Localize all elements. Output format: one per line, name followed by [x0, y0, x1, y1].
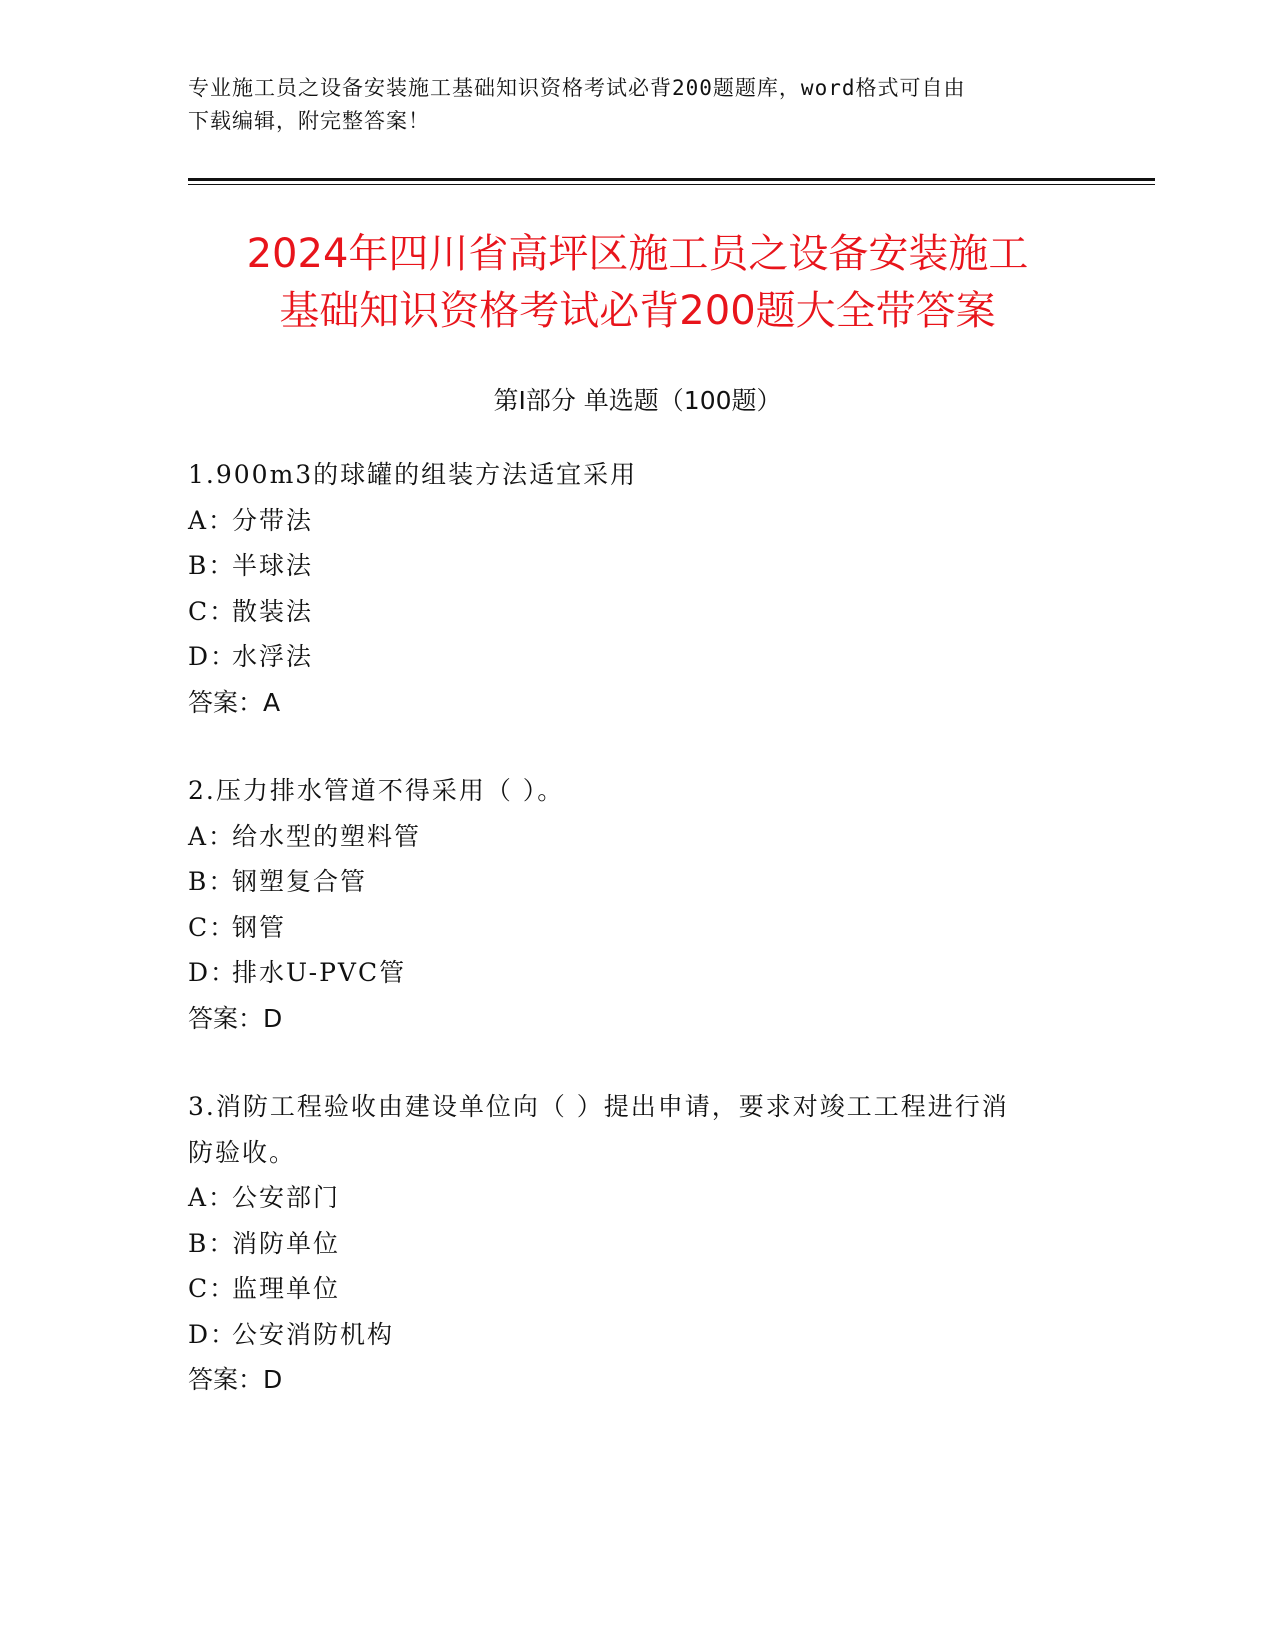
option-key: C： [188, 596, 237, 626]
option-key: C： [188, 1274, 237, 1303]
option-key: C： [188, 912, 237, 942]
question-2 [188, 768, 1088, 1041]
option-text: 半球法 [232, 551, 314, 580]
header-note-line-1: 专业施工员之设备安装施工基础知识资格考试必背200题题库，word格式可自由 [188, 76, 966, 100]
answer-label: 答案：D [188, 1365, 283, 1394]
document-title-line-2: 基础知识资格考试必背200题大全带答案 [279, 288, 996, 334]
document-title-line-1: 2024年四川省高坪区施工员之设备安装施工 [246, 231, 1029, 277]
option-key: B： [188, 551, 236, 580]
option-b [188, 859, 1088, 905]
question-stem-line-2: 防验收。 [188, 1137, 297, 1167]
option-text: 分带法 [232, 505, 314, 535]
option-text: 散装法 [232, 596, 314, 626]
option-text: 给水型的塑料管 [232, 821, 422, 851]
question-3 [188, 1084, 1088, 1403]
option-key: D： [188, 642, 238, 671]
option-key: A： [188, 821, 236, 851]
option-text: 公安消防机构 [232, 1319, 395, 1349]
header-note-line-2: 下载编辑，附完整答案！ [188, 109, 430, 133]
option-key: B： [188, 1228, 236, 1258]
option-d [188, 950, 1088, 996]
header-rule-thin [188, 184, 1155, 185]
option-key: D： [188, 958, 238, 987]
question-stem: 2.压力排水管道不得采用（ ）。 [188, 776, 565, 805]
header-note [188, 72, 1088, 138]
option-b [188, 543, 1088, 589]
question-stem-line-1: 3.消防工程验收由建设单位向（ ）提出申请，要求对竣工工程进行消 [188, 1092, 1009, 1121]
option-c [188, 1266, 1088, 1312]
question-1 [188, 452, 1088, 725]
option-text: 公安部门 [232, 1183, 341, 1212]
option-text: 排水U-PVC管 [232, 958, 407, 987]
option-c [188, 905, 1088, 951]
option-key: D： [188, 1319, 238, 1349]
answer-label: 答案：A [188, 687, 281, 717]
option-text: 钢塑复合管 [232, 867, 368, 896]
option-text: 消防单位 [232, 1228, 341, 1258]
answer-label: 答案：D [188, 1003, 283, 1033]
header-rule-thick [188, 178, 1155, 181]
option-a [188, 1175, 1088, 1221]
option-text: 监理单位 [232, 1274, 341, 1303]
option-d [188, 634, 1088, 680]
question-stem: 1.900m3的球罐的组装方法适宜采用 [188, 460, 638, 489]
option-text: 钢管 [232, 912, 287, 942]
option-a [188, 814, 1088, 860]
option-key: A： [188, 505, 236, 535]
option-text: 水浮法 [232, 642, 314, 671]
option-a [188, 498, 1088, 544]
option-key: B： [188, 867, 236, 896]
document-title [150, 226, 1125, 340]
option-c [188, 589, 1088, 635]
option-key: A： [188, 1183, 236, 1212]
option-d [188, 1312, 1088, 1358]
option-b [188, 1221, 1088, 1267]
section-heading: 第Ⅰ部分 单选题（100题） [493, 386, 782, 415]
